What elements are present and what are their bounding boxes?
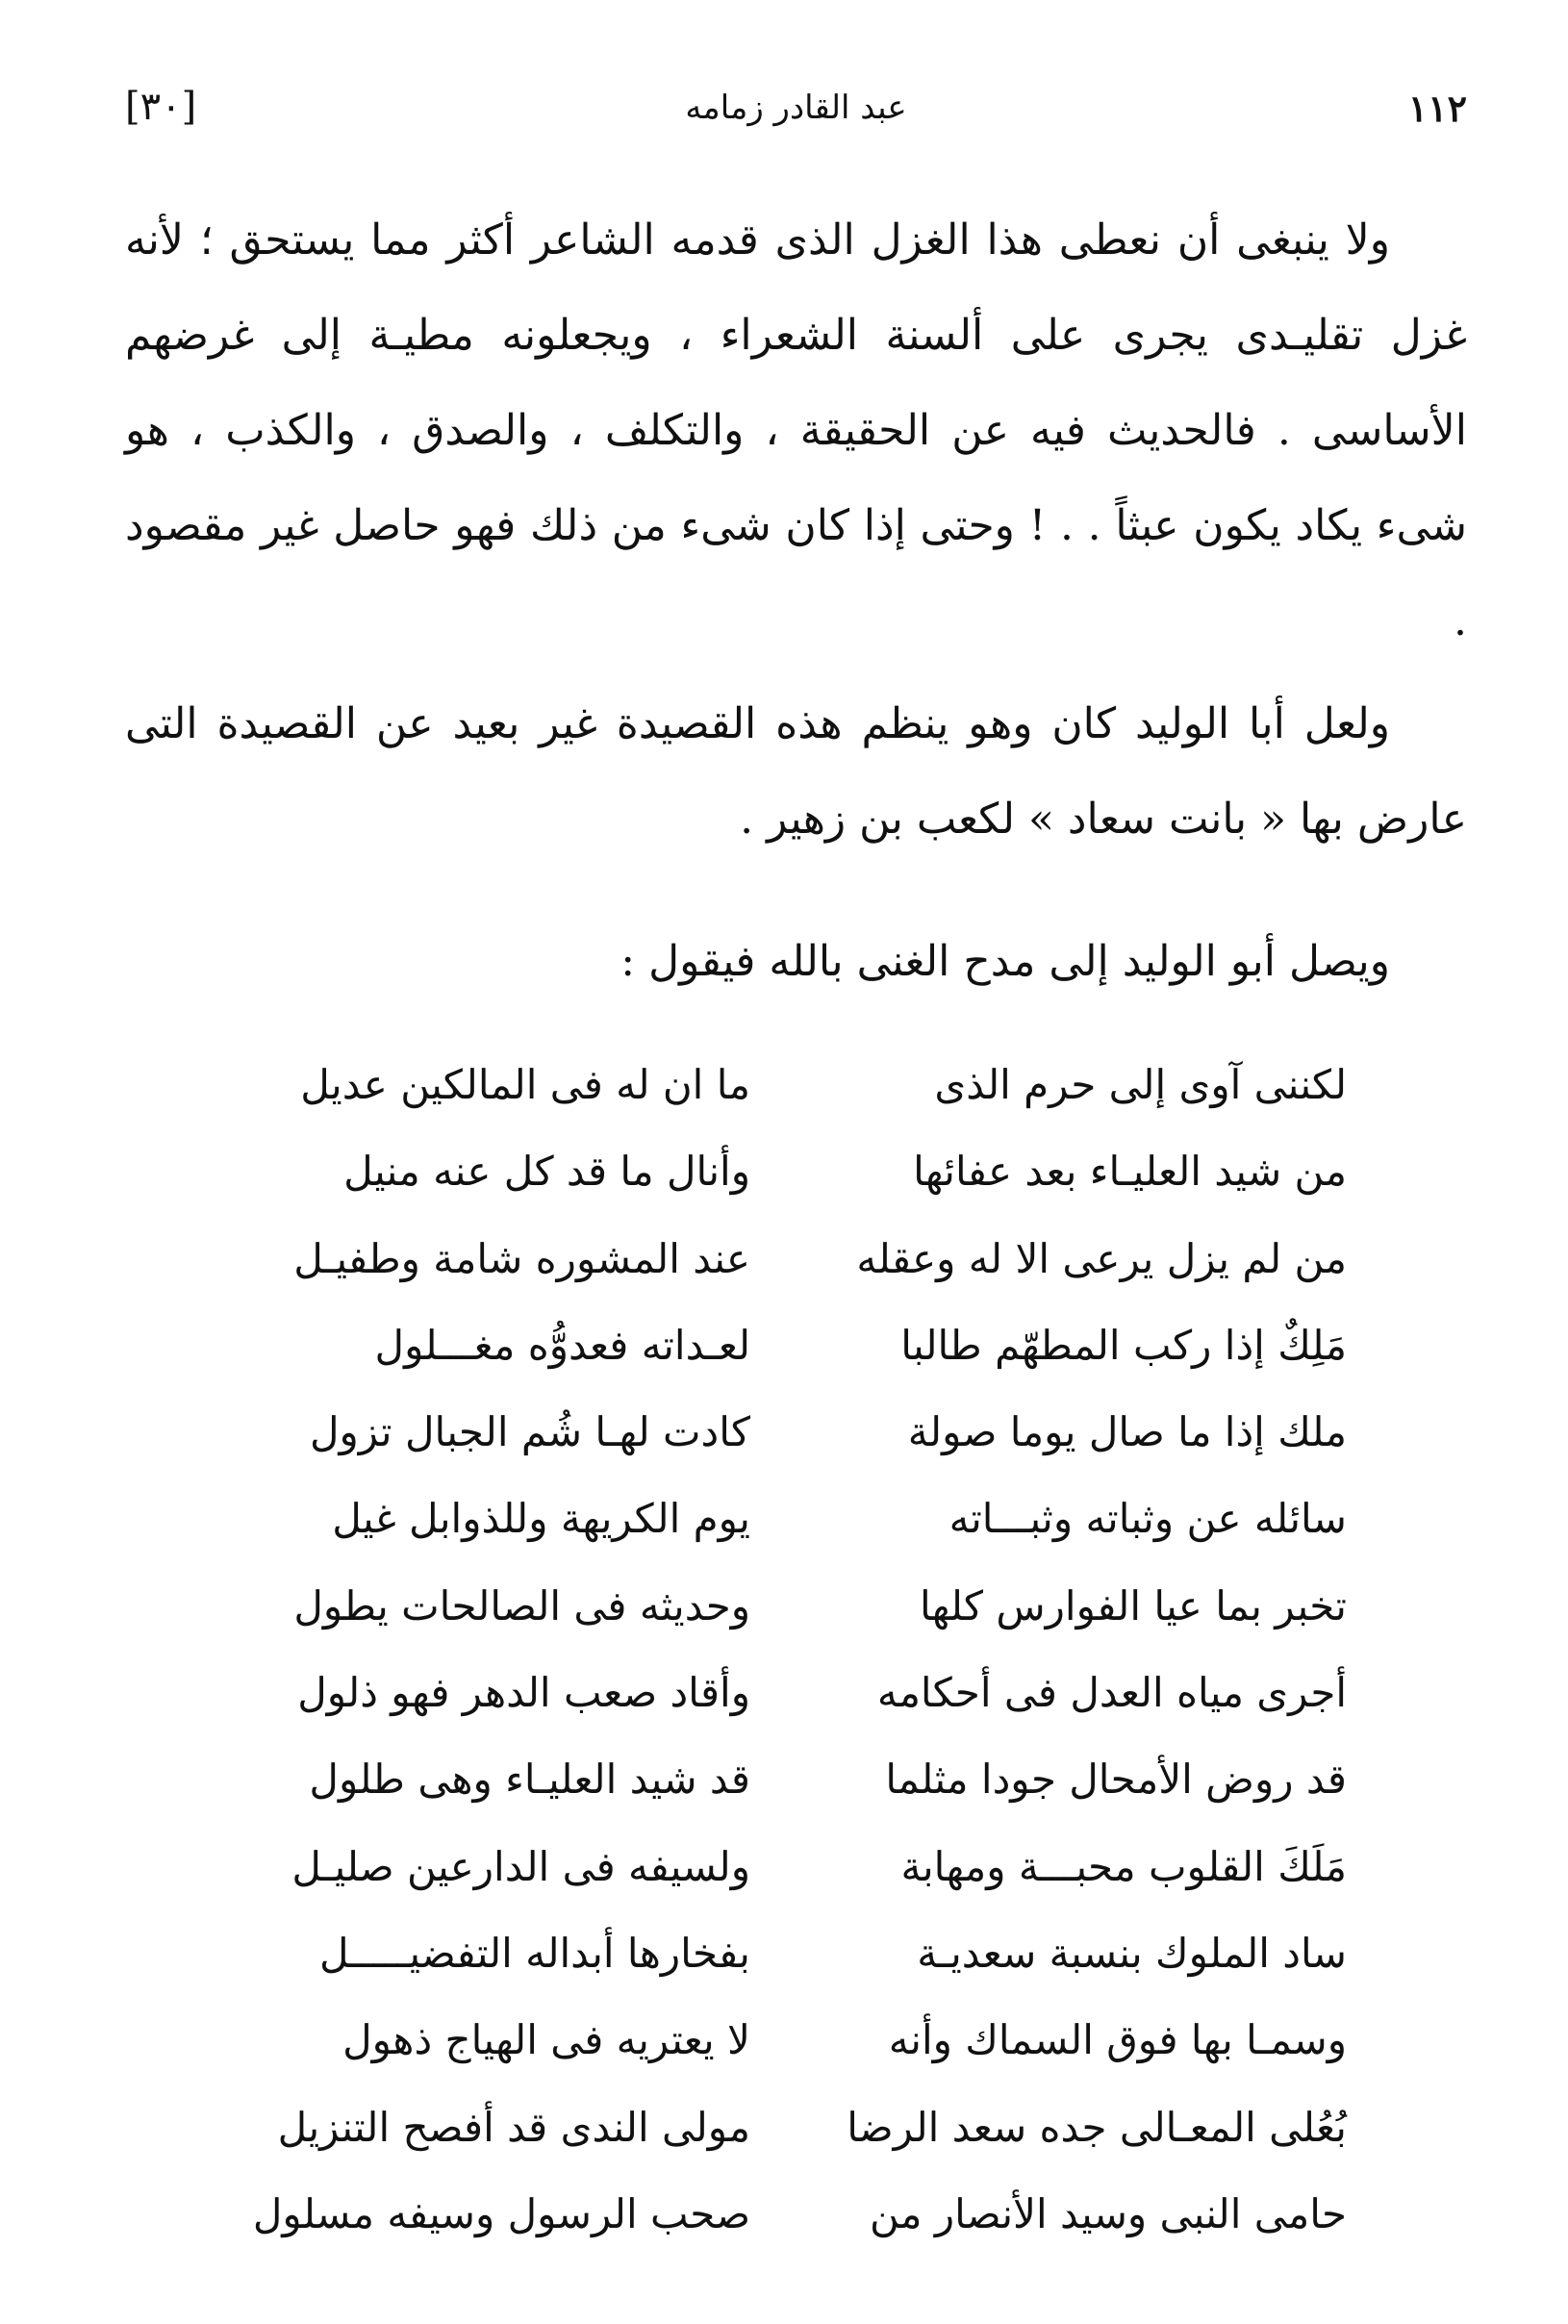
second-hemistich: وأنال ما قد كل عنه منيل — [343, 1148, 750, 1196]
paragraph-text: ولا ينبغى أن نعطى هذا الغزل الذى قدمه الشاعر أكثر مما يستحق ؛ لأنه غزل تقليـدى يجرى على ألسنة الشعراء ، ويجعلونه مطيـة إلى غرضهم الأساسى . فالحديث فيه عن الحقيقة ، والتكلف ، والصدق ، والكذب ، هو شىء يكاد يكون عبثاً . . ! وحتى إذا كان شىء من ذلك فهو حاصل غير مقصود . — [125, 215, 1467, 645]
second-hemistich: لعـداته فعدوُّه مغـــلول — [374, 1321, 750, 1369]
second-hemistich: لا يعتريه فى الهياج ذهول — [342, 2016, 750, 2064]
verse-line — [0, 1130, 1568, 1217]
second-hemistich: قد شيد العليـاء وهى طلول — [309, 1756, 750, 1804]
verse-line — [0, 1391, 1568, 1478]
second-hemistich: بفخارها أبداله التفضيـــــل — [319, 1929, 750, 1977]
second-hemistich: كادت لهـا شُم الجبال تزول — [309, 1408, 750, 1456]
first-hemistich: لكننى آوى إلى حرم الذى — [934, 1061, 1347, 1108]
verse-line — [0, 1478, 1568, 1564]
author-name: عبد القادر زمامه — [685, 88, 907, 127]
paragraph-text: ولعل أبا الوليد كان وهو ينظم هذه القصيدة غير بعيد عن القصيدة التى عارض بها « بانت سعاد » لكعب بن زهير . — [125, 699, 1467, 844]
section-number: [٣٠] — [125, 85, 197, 129]
verse-line — [0, 1304, 1568, 1391]
running-head — [125, 75, 1467, 133]
verse-line — [0, 1044, 1568, 1130]
second-hemistich: وحديثه فى الصالحات يطول — [293, 1581, 750, 1629]
paragraph-text: ويصل أبو الوليد إلى مدح الغنى بالله فيقول : — [620, 937, 1390, 986]
second-hemistich: صحب الرسول وسيفه مسلول — [252, 2189, 750, 2237]
second-hemistich: يوم الكريهة وللذوابل غيل — [332, 1495, 750, 1543]
verse-line — [0, 2173, 1568, 2260]
verse-line — [0, 1999, 1568, 2085]
verse-line — [0, 1218, 1568, 1304]
first-hemistich: مَلَكَ القلوب محبـــة ومهابة — [900, 1842, 1347, 1890]
paragraph — [125, 914, 1467, 1009]
verse-line — [0, 2086, 1568, 2173]
first-hemistich: ملك إذا ما صال يوما صولة — [907, 1408, 1347, 1456]
first-hemistich: قد روض الأمحال جودا مثلما — [885, 1756, 1347, 1804]
verse-line — [0, 1652, 1568, 1738]
first-hemistich: ساد الملوك بنسبة سعديـة — [917, 1929, 1347, 1977]
verse-line — [0, 1565, 1568, 1652]
verse-line — [0, 1738, 1568, 1825]
first-hemistich: من شيد العليـاء بعد عفائها — [913, 1148, 1347, 1196]
second-hemistich: ما ان له فى المالكين عديل — [300, 1061, 750, 1108]
first-hemistich: وسمـا بها فوق السماك وأنه — [888, 2016, 1347, 2064]
verse-line — [0, 1912, 1568, 1999]
poem — [0, 1044, 1568, 2260]
first-hemistich: أجرى مياه العدل فى أحكامه — [876, 1669, 1347, 1717]
first-hemistich: سائله عن وثباته وثبـــاته — [948, 1495, 1347, 1543]
first-hemistich: بُعُلى المعـالى جده سعد الرضا — [847, 2103, 1347, 2151]
first-hemistich: حامى النبى وسيد الأنصار من — [870, 2189, 1347, 2237]
second-hemistich: عند المشوره شامة وطفيـل — [293, 1234, 750, 1282]
first-hemistich: تخبر بما عيا الفوارس كلها — [919, 1581, 1347, 1629]
verse-line — [0, 1826, 1568, 1912]
first-hemistich: مَلِكٌ إذا ركب المطهّم طالبا — [900, 1321, 1347, 1369]
page-number: ١١٢ — [1407, 87, 1467, 130]
second-hemistich: وأقاد صعب الدهر فهو ذلول — [297, 1669, 750, 1717]
second-hemistich: ولسيفه فى الدارعين صليـل — [291, 1842, 750, 1890]
first-hemistich: من لم يزل يرعى الا له وعقله — [856, 1234, 1347, 1282]
paragraph — [125, 676, 1467, 867]
second-hemistich: مولى الندى قد أفصح التنزيل — [277, 2103, 750, 2151]
paragraph — [125, 192, 1467, 669]
